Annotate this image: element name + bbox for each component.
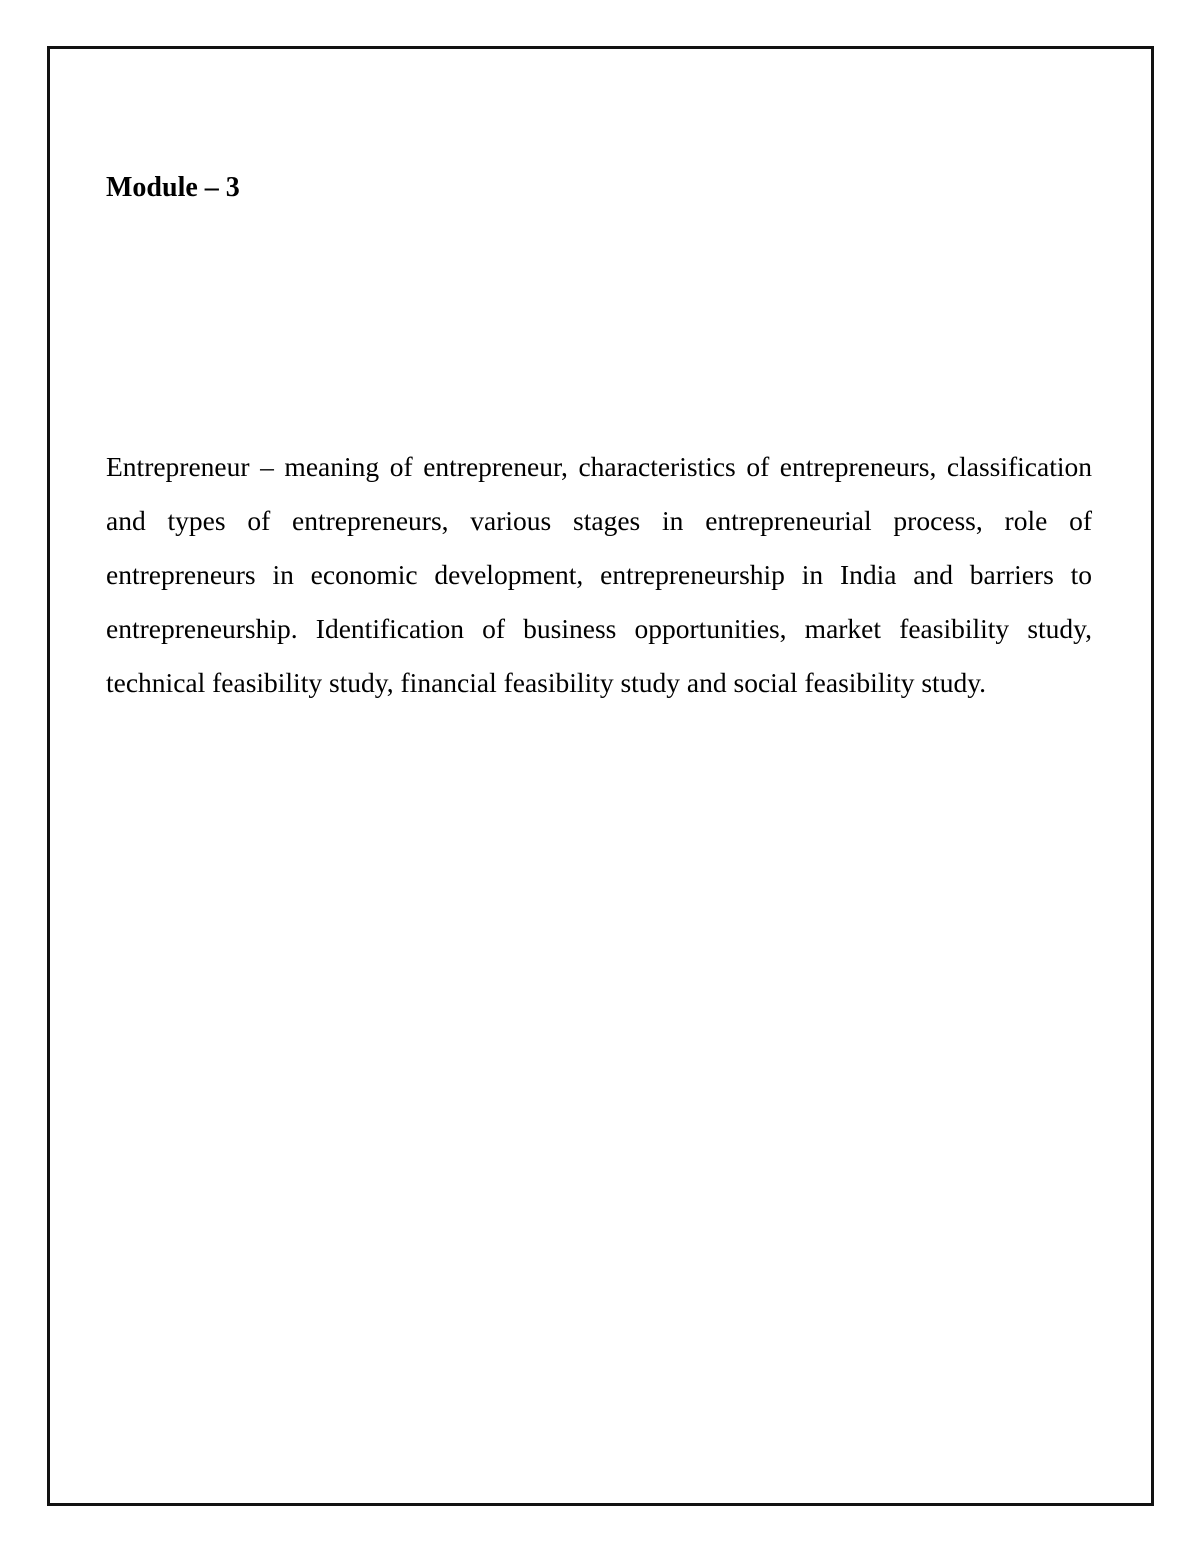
module-heading: Module – 3 (106, 172, 240, 203)
module-description: Entrepreneur – meaning of entrepreneur, characteristics of entrepreneurs, classification and types of entrepreneurs, various stages in entrepreneurial process, role of entrepreneurs in economic development, entrepreneurship in India and barriers to entrepreneurship. Identification of business opportunities, market feasibility study, technical feasibility study, financial feasibility study and social feasibility study. (106, 451, 1092, 698)
page-border (47, 46, 1154, 1506)
